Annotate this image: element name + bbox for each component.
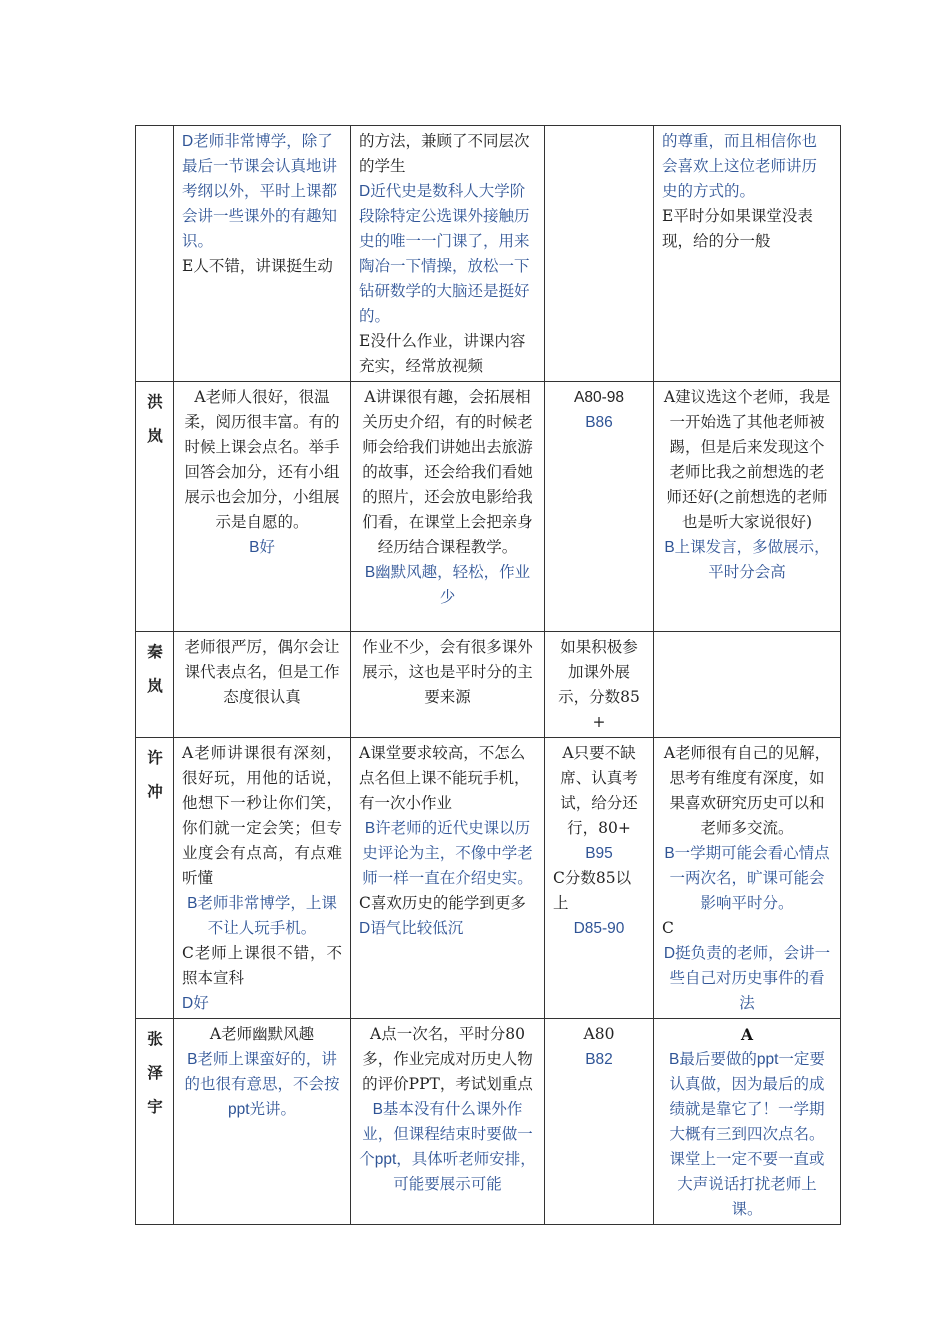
comment-cell-col1: [174, 382, 351, 632]
comment-line: C: [662, 919, 674, 937]
comment-line: A老师讲课很有深刻，很好玩，用他的话说，他想下一秒让你们笑，你们就一定会笑；但专业度会有点高，有点难听懂: [182, 744, 342, 887]
comment-line: A老师幽默风趣: [209, 1025, 315, 1043]
comment-cell-col4: [654, 382, 841, 632]
comment-line: C喜欢历史的能学到更多: [359, 894, 526, 912]
comment-cell-col2: [351, 738, 545, 1019]
score-cell: [545, 126, 654, 382]
comment-line: 的尊重，而且相信你也会喜欢上这位老师讲历史的方式的。: [662, 133, 818, 200]
comment-line: D老师非常博学，除了最后一节课会认真地讲考纲以外，平时上课都会讲一些课外的有趣知识。: [182, 133, 338, 250]
teacher-name: 张泽宇: [147, 1030, 163, 1116]
score-line: A80-98: [574, 389, 624, 406]
score-line: B82: [585, 1051, 613, 1068]
comment-line: E没什么作业，讲课内容充实，经常放视频: [359, 332, 526, 375]
score-line: A80: [583, 1025, 615, 1043]
teacher-name: 洪岚: [147, 393, 163, 445]
comment-line: D语气比较低沉: [359, 920, 464, 937]
table-row: [136, 1019, 841, 1225]
comment-line: A点一次名，平时分80多，作业完成对历史人物的评价PPT，考试划重点: [362, 1025, 533, 1093]
comment-cell-col1: [174, 632, 351, 738]
teacher-name: 秦岚: [147, 643, 163, 695]
comment-line: D好: [182, 995, 209, 1012]
teacher-review-table: [135, 125, 841, 1225]
teacher-name-cell: [136, 632, 174, 738]
score-line: C分数85以上: [553, 869, 632, 912]
score-line: D85-90: [573, 920, 625, 937]
comment-cell-col2: [351, 382, 545, 632]
table-row: [136, 382, 841, 632]
score-line: 如果积极参加课外展示，分数85+: [558, 638, 640, 731]
comment-line: 的方法，兼顾了不同层次的学生: [359, 132, 530, 175]
comment-line: B老师非常博学，上课不让人玩手机。: [187, 895, 337, 937]
comment-line: A建议选这个老师，我是一开始选了其他老师被踢，但是后来发现这个老师比我之前想选的老师还好(之前想选的老师也是听大家说很好): [663, 388, 831, 531]
comment-line: D近代史是数科人大学阶段除特定公选课外接触历史的唯一一门课了，用来陶冶一下情操，放松一下钻研数学的大脑还是挺好的。: [359, 183, 530, 325]
comment-line: A: [740, 1025, 754, 1044]
comment-line: A老师人很好，很温柔，阅历很丰富。有的时候上课会点名。举手回答会加分，还有小组展示也会加分，小组展示是自愿的。: [184, 388, 340, 531]
comment-line: B老师上课蛮好的，讲的也很有意思，不会按ppt光讲。: [184, 1051, 340, 1118]
comment-line: A讲课很有趣，会拓展相关历史介绍，有的时候老师会给我们讲她出去旅游的故事，还会给我们看她的照片，还会放电影给我们看，在课堂上会把亲身经历结合课程教学。: [362, 388, 533, 556]
teacher-name-cell: [136, 126, 174, 382]
comment-cell-col1: [174, 1019, 351, 1225]
comment-line: B幽默风趣，轻松，作业少: [364, 564, 531, 606]
teacher-name-cell: [136, 1019, 174, 1225]
comment-cell-col1: [174, 738, 351, 1019]
comment-line: A课堂要求较高，不怎么点名但上课不能玩手机，有一次小作业: [359, 744, 530, 812]
comment-line: B一学期可能会看心情点一两次名，旷课可能会影响平时分。: [664, 845, 830, 912]
comment-line: C老师上课很不错，不照本宣科: [182, 944, 342, 987]
comment-line: B好: [249, 539, 275, 556]
comment-line: B基本没有什么课外作业，但课程结束时要做一个ppt，具体听老师安排，可能要展示可能: [359, 1101, 536, 1193]
comment-cell-col2: [351, 126, 545, 382]
comment-line: D挺负责的老师，会讲一些自己对历史事件的看法: [663, 945, 831, 1012]
score-line: B95: [585, 845, 613, 862]
score-cell: [545, 1019, 654, 1225]
score-cell: [545, 632, 654, 738]
comment-line: B上课发言，多做展示，平时分会高: [664, 539, 830, 581]
comment-line: E人不错，讲课挺生动: [182, 257, 333, 275]
table-row: [136, 126, 841, 382]
score-cell: [545, 738, 654, 1019]
score-line: B86: [585, 414, 613, 431]
score-cell: [545, 382, 654, 632]
comment-cell-col2: [351, 632, 545, 738]
teacher-name-cell: [136, 738, 174, 1019]
comment-cell-col4: [654, 632, 841, 738]
comment-line: A老师很有自己的见解，思考有维度有深度，如果喜欢研究历史可以和老师多交流。: [663, 744, 831, 837]
comment-line: 作业不少，会有很多课外展示，这也是平时分的主要来源: [362, 638, 533, 706]
comment-line: B最后要做的ppt一定要认真做，因为最后的成绩就是靠它了！一学期大概有三到四次点名。课堂上一定不要一直或大声说话打扰老师上课。: [669, 1051, 825, 1218]
comment-cell-col4: [654, 738, 841, 1019]
comment-cell-col2: [351, 1019, 545, 1225]
comment-line: E平时分如果课堂没表现，给的分一般: [662, 207, 813, 250]
comment-cell-col4: [654, 126, 841, 382]
teacher-name-cell: [136, 382, 174, 632]
comment-cell-col1: [174, 126, 351, 382]
teacher-name: 许冲: [147, 749, 163, 801]
score-line: A只要不缺席、认真考试，给分还行，80+: [560, 744, 638, 837]
table-row: [136, 632, 841, 738]
table-row: [136, 738, 841, 1019]
comment-line: 老师很严厉，偶尔会让课代表点名，但是工作态度很认真: [184, 638, 340, 706]
comment-cell-col4: [654, 1019, 841, 1225]
comment-line: B许老师的近代史课以历史评论为主，不像中学老师一样一直在介绍史实。: [362, 820, 533, 887]
